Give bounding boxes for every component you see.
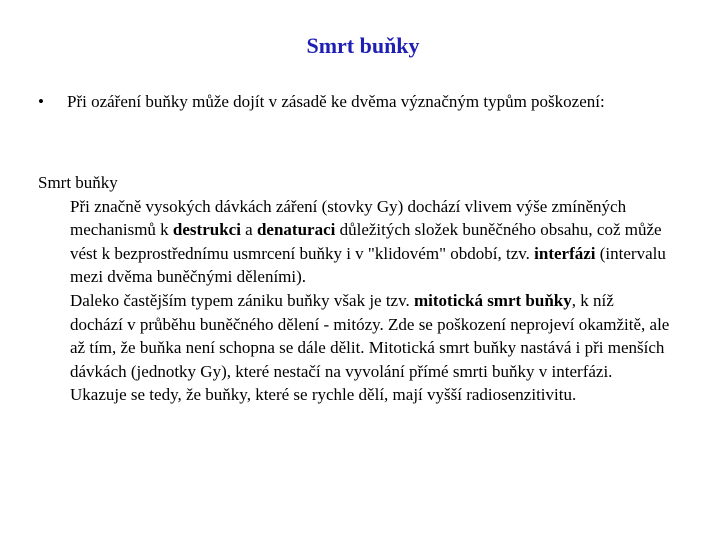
section-heading: Smrt buňky <box>38 173 118 192</box>
bullet-text: Při ozáření buňky může dojít v zásadě ke dvěma význačným typům poškození: <box>67 92 605 111</box>
bold-term-denaturace: denaturaci <box>256 220 336 240</box>
bullet-marker: • <box>38 92 44 111</box>
bold-term-destrukce: destrukci <box>172 220 241 240</box>
paragraph-text: Daleko častějším typem zániku buňky však je tzv. <box>70 290 415 310</box>
bold-term-mitoticka-smrt: mitotická smrt buňky <box>414 290 572 310</box>
paragraph-text: Při značně vysokých dávkách záření (stovky Gy) dochází vlivem výše zmíněných mechanismů k <box>70 196 627 240</box>
paragraph-mitotic-death <box>70 289 670 407</box>
paragraph-text: (intervalu mezi dvěma buněčnými děleními). <box>70 243 666 287</box>
paragraph-text: a <box>240 220 257 240</box>
slide-title: Smrt buňky <box>306 33 420 58</box>
bold-term-interfaze: interfázi <box>534 243 596 263</box>
paragraph-text: , k níž dochází v průběhu buněčného dělení - mitózy. Zde se poškození neprojeví okamžitě, ale až tím, že buňka není schopna se dále dělit. Mitotická smrt buňky nastává i při menších dávkách (jednotky Gy), které nestačí na vyvolání přímé smrti buňky v interfázi. Ukazuje se tedy, že buňky, které se rychle dělí, mají vyšší radiosenzitivitu. <box>70 290 670 405</box>
content-section <box>38 171 698 407</box>
paragraph-interphase-death <box>70 195 670 289</box>
paragraph-text: důležitých složek buněčného obsahu, což může vést k bezprostřednímu usmrcení buňky i v "klidovém" období, tzv. <box>70 220 662 263</box>
